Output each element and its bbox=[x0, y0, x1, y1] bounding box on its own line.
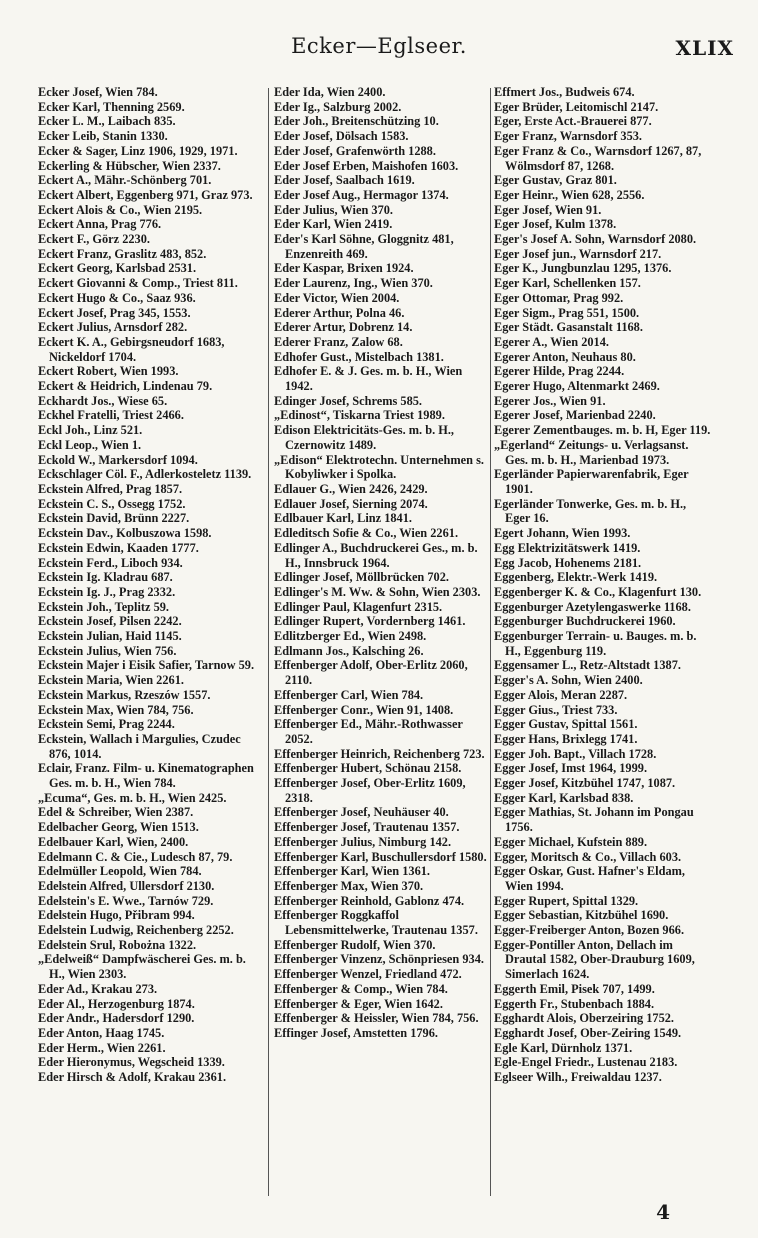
directory-entry: Eckstein Dav., Kolbuszowa 1598. bbox=[38, 526, 212, 541]
directory-entry: Eclair, Franz. Film- u. Kinematographen Ges. m. b. H., Wien 784. bbox=[38, 761, 254, 791]
directory-entry: Eder Julius, Wien 370. bbox=[274, 202, 394, 217]
directory-entry: Eckert Albert, Eggenberg 971, Graz 973. bbox=[38, 187, 253, 202]
directory-entry: Effenberger Ed., Mähr.-Rothwasser 2052. bbox=[274, 717, 463, 746]
directory-entry: Egerer Anton, Neuhaus 80. bbox=[494, 349, 636, 364]
directory-entry: Eckert Alois & Co., Wien 2195. bbox=[38, 202, 203, 217]
directory-entry: Effinger Josef, Amstetten 1796. bbox=[274, 1026, 438, 1040]
directory-entry: Effenberger Carl, Wien 784. bbox=[274, 687, 424, 702]
directory-entry: Eckstein David, Brünn 2227. bbox=[38, 511, 190, 526]
directory-entry: Eder Ad., Krakau 273. bbox=[38, 981, 158, 996]
directory-entry: Egerländer Papierwarenfabrik, Eger 1901. bbox=[494, 467, 689, 496]
directory-entry: Edinger Josef, Schrems 585. bbox=[274, 393, 423, 408]
directory-entry: Effenberger Adolf, Ober-Erlitz 2060, 2110. bbox=[274, 658, 468, 688]
directory-entry: Edlitzberger Ed., Wien 2498. bbox=[274, 629, 427, 644]
column-divider bbox=[268, 88, 269, 1196]
directory-entry: Egger Alois, Meran 2287. bbox=[494, 687, 628, 702]
directory-entry: Eckschlager Cöl. F., Adlerkosteletz 1139. bbox=[38, 467, 252, 482]
directory-entry: Eckert Franz, Graslitz 483, 852. bbox=[38, 246, 207, 261]
directory-entry: Edlinger's M. Ww. & Sohn, Wien 2303. bbox=[274, 584, 481, 599]
directory-entry: Eger Josef, Wien 91. bbox=[494, 202, 602, 217]
directory-entry: „Edison“ Elektrotechn. Unternehmen s. Kobyliwker i Spolka. bbox=[274, 452, 484, 482]
directory-entry: Eggenburger Azetylengaswerke 1168. bbox=[494, 599, 691, 614]
directory-entry: Edlinger Josef, Möllbrücken 702. bbox=[274, 570, 449, 585]
directory-entry: Eger Josef, Kulm 1378. bbox=[494, 217, 617, 232]
directory-entry: Eckstein C. S., Ossegg 1752. bbox=[38, 496, 186, 511]
directory-entry: Eckstein Joh., Teplitz 59. bbox=[38, 599, 170, 614]
directory-entry: Edhofer E. & J. Ges. m. b. H., Wien 1942. bbox=[274, 364, 463, 394]
directory-entry: Eckstein Ig. Kladrau 687. bbox=[38, 570, 173, 585]
directory-entry: Egg Jacob, Hohenems 2181. bbox=[494, 555, 642, 570]
directory-entry: Egger Sebastian, Kitzbühel 1690. bbox=[494, 908, 669, 923]
directory-entry: Egger Gius., Triest 733. bbox=[494, 702, 618, 717]
directory-entry: Edlauer G., Wien 2426, 2429. bbox=[274, 481, 428, 496]
directory-entry: Edelstein Srul, Robożna 1322. bbox=[38, 937, 197, 952]
directory-entry: Edlauer Josef, Sierning 2074. bbox=[274, 496, 428, 511]
directory-entry: Eckert & Heidrich, Lindenau 79. bbox=[38, 379, 213, 394]
directory-entry: Effenberger Wenzel, Friedland 472. bbox=[274, 967, 462, 982]
directory-entry: Ecker Karl, Thenning 2569. bbox=[38, 99, 185, 114]
directory-entry: Eckstein Josef, Pilsen 2242. bbox=[38, 614, 182, 629]
directory-entry: Eger Karl, Schellenken 157. bbox=[494, 276, 641, 291]
directory-entry: Eckert Robert, Wien 1993. bbox=[38, 364, 179, 379]
directory-entry: Eckstein Julius, Wien 756. bbox=[38, 643, 177, 658]
directory-entry: Eckert Josef, Prag 345, 1553. bbox=[38, 305, 191, 320]
directory-entry: Effenberger Josef, Neuhäuser 40. bbox=[274, 805, 449, 820]
directory-entry: Edelmann C. & Cie., Ludesch 87, 79. bbox=[38, 849, 233, 864]
directory-entry: Eckstein Semi, Prag 2244. bbox=[38, 717, 175, 732]
directory-entry: Effenberger Rudolf, Wien 370. bbox=[274, 937, 436, 952]
directory-entry: Edelstein Ludwig, Reichenberg 2252. bbox=[38, 923, 234, 938]
directory-entry: Effenberger Josef, Ober-Erlitz 1609, 2318. bbox=[274, 776, 466, 805]
directory-entry: Eckert A., Mähr.-Schönberg 701. bbox=[38, 173, 212, 188]
column-divider bbox=[490, 88, 491, 1196]
directory-entry: Eger Städt. Gasanstalt 1168. bbox=[494, 320, 643, 335]
directory-entry: Ecker & Sager, Linz 1906, 1929, 1971. bbox=[38, 143, 238, 158]
directory-entry: Eder Josef, Dölsach 1583. bbox=[274, 129, 409, 144]
directory-entry: Egger Mathias, St. Johann im Pongau 1756. bbox=[494, 805, 694, 835]
directory-entry: Effenberger & Heissler, Wien 784, 756. bbox=[274, 1011, 479, 1026]
directory-entry: Egger Michael, Kufstein 889. bbox=[494, 834, 648, 849]
directory-entry: Egerer Hilde, Prag 2244. bbox=[494, 364, 625, 379]
directory-entry: Effenberger Hubert, Schönau 2158. bbox=[274, 761, 462, 776]
directory-column-2 bbox=[274, 85, 489, 1041]
directory-entry: Effenberger Max, Wien 370. bbox=[274, 878, 424, 893]
directory-entry: Eckhel Fratelli, Triest 2466. bbox=[38, 408, 184, 423]
directory-entry: Eder Hieronymus, Wegscheid 1339. bbox=[38, 1055, 225, 1070]
directory-entry: Edhofer Gust., Mistelbach 1381. bbox=[274, 349, 444, 364]
directory-entry: Egert Johann, Wien 1993. bbox=[494, 526, 631, 541]
directory-column-1 bbox=[38, 85, 256, 1085]
directory-entry: Eger Gustav, Graz 801. bbox=[494, 173, 617, 188]
directory-entry: Eckert K. A., Gebirgsneudorf 1683, Nickeldorf 1704. bbox=[38, 334, 225, 364]
directory-entry: Egghardt Josef, Ober-Zeiring 1549. bbox=[494, 1026, 682, 1040]
directory-entry: Ederer Arthur, Polna 46. bbox=[274, 305, 405, 320]
directory-entry: Edelstein Hugo, Přibram 994. bbox=[38, 908, 195, 923]
directory-entry: Edlbauer Karl, Linz 1841. bbox=[274, 511, 412, 526]
directory-entry: Edlinger Rupert, Vordernberg 1461. bbox=[274, 614, 466, 629]
page-header bbox=[0, 26, 758, 66]
directory-entry: Eder Laurenz, Ing., Wien 370. bbox=[274, 276, 433, 291]
directory-entry: Effenberger & Comp., Wien 784. bbox=[274, 981, 448, 996]
directory-entry: Eckstein Alfred, Prag 1857. bbox=[38, 481, 183, 496]
directory-entry: Effenberger Josef, Trautenau 1357. bbox=[274, 820, 460, 835]
directory-entry: Egger Hans, Brixlegg 1741. bbox=[494, 731, 638, 746]
directory-entry: Egger Josef, Imst 1964, 1999. bbox=[494, 761, 648, 776]
directory-entry: Eckstein Markus, Rzeszów 1557. bbox=[38, 687, 211, 702]
directory-entry: Eglseer Wilh., Freiwaldau 1237. bbox=[494, 1070, 662, 1085]
directory-entry: „Edinost“, Tiskarna Triest 1989. bbox=[274, 408, 445, 423]
directory-entry: Edison Elektricitäts-Ges. m. b. H., Czernowitz 1489. bbox=[274, 423, 455, 452]
directory-entry: Eckl Joh., Linz 521. bbox=[38, 423, 143, 438]
directory-entry: Egger, Moritsch & Co., Villach 603. bbox=[494, 849, 682, 864]
directory-entry: Eckold W., Markersdorf 1094. bbox=[38, 452, 198, 467]
directory-entry: Eckhardt Jos., Wiese 65. bbox=[38, 393, 168, 408]
directory-entry: Egg Elektrizitätswerk 1419. bbox=[494, 540, 641, 555]
directory-entry: Edelstein's E. Wwe., Tarnów 729. bbox=[38, 893, 214, 908]
directory-entry: Edleditsch Sofie & Co., Wien 2261. bbox=[274, 526, 459, 541]
directory-entry: Ecker L. M., Laibach 835. bbox=[38, 114, 176, 129]
directory-entry: Egger Gustav, Spittal 1561. bbox=[494, 717, 638, 732]
directory-entry: Eder Josef Erben, Maishofen 1603. bbox=[274, 158, 459, 173]
directory-entry: Ecker Josef, Wien 784. bbox=[38, 85, 158, 99]
directory-entry: Eckstein, Wallach i Margulies, Czudec 876, 1014. bbox=[38, 731, 241, 761]
directory-entry: Eger Franz, Warnsdorf 353. bbox=[494, 129, 643, 144]
directory-entry: Eger Brüder, Leitomischl 2147. bbox=[494, 99, 659, 114]
directory-entry: Eder Karl, Wien 2419. bbox=[274, 217, 393, 232]
directory-entry: Egger Rupert, Spittal 1329. bbox=[494, 893, 639, 908]
directory-entry: Eger Josef jun., Warnsdorf 217. bbox=[494, 246, 662, 261]
directory-entry: Effmert Jos., Budweis 674. bbox=[494, 85, 635, 99]
directory-entry: Egerer A., Wien 2014. bbox=[494, 334, 609, 349]
directory-entry: Eckstein Ig. J., Prag 2332. bbox=[38, 584, 176, 599]
directory-entry: Egger Karl, Karlsbad 838. bbox=[494, 790, 634, 805]
directory-entry: Edelmüller Leopold, Wien 784. bbox=[38, 864, 202, 879]
directory-entry: Eder Joh., Breitenschützing 10. bbox=[274, 114, 439, 129]
directory-entry: Eder Kaspar, Brixen 1924. bbox=[274, 261, 414, 276]
directory-entry: Eder Victor, Wien 2004. bbox=[274, 290, 400, 305]
directory-entry: Eger Ottomar, Prag 992. bbox=[494, 290, 624, 305]
directory-entry: Eder Josef, Grafenwörth 1288. bbox=[274, 143, 436, 158]
directory-entry: Eder Andr., Hadersdorf 1290. bbox=[38, 1011, 195, 1026]
directory-entry: Egger Joh. Bapt., Villach 1728. bbox=[494, 746, 657, 761]
directory-entry: Eder Ida, Wien 2400. bbox=[274, 85, 386, 99]
directory-entry: Egger Josef, Kitzbühel 1747, 1087. bbox=[494, 776, 676, 791]
directory-entry: Effenberger Karl, Wien 1361. bbox=[274, 864, 430, 879]
directory-entry: Ederer Artur, Dobrenz 14. bbox=[274, 320, 413, 335]
directory-entry: Egger's A. Sohn, Wien 2400. bbox=[494, 673, 643, 688]
directory-entry: Eggenburger Buchdruckerei 1960. bbox=[494, 614, 676, 629]
signature-mark: 4 bbox=[656, 1200, 670, 1224]
directory-entry: Eckstein Ferd., Liboch 934. bbox=[38, 555, 183, 570]
directory-entry: Eger's Josef A. Sohn, Warnsdorf 2080. bbox=[494, 232, 697, 247]
directory-entry: Eckl Leop., Wien 1. bbox=[38, 437, 142, 452]
directory-entry: Effenberger Conr., Wien 91, 1408. bbox=[274, 702, 454, 717]
directory-entry: Egghardt Alois, Oberzeiring 1752. bbox=[494, 1011, 675, 1026]
directory-entry: Edel & Schreiber, Wien 2387. bbox=[38, 805, 194, 820]
directory-entry: Eder Anton, Haag 1745. bbox=[38, 1026, 165, 1040]
directory-entry: Egerer Zementbauges. m. b. H, Eger 119. bbox=[494, 423, 711, 438]
directory-entry: Eckert Georg, Karlsbad 2531. bbox=[38, 261, 197, 276]
directory-entry: Eger Sigm., Prag 551, 1500. bbox=[494, 305, 640, 320]
directory-entry: Eckert F., Görz 2230. bbox=[38, 232, 150, 247]
directory-entry: Eder Al., Herzogenburg 1874. bbox=[38, 996, 195, 1011]
directory-entry: Edlinger Paul, Klagenfurt 2315. bbox=[274, 599, 443, 614]
directory-entry: Eggenberger K. & Co., Klagenfurt 130. bbox=[494, 584, 702, 599]
directory-entry: Eckert Hugo & Co., Saaz 936. bbox=[38, 290, 196, 305]
directory-entry: Effenberger Reinhold, Gablonz 474. bbox=[274, 893, 465, 908]
directory-entry: Effenberger Vinzenz, Schönpriesen 934. bbox=[274, 952, 484, 967]
directory-entry: Ederer Franz, Zalow 68. bbox=[274, 334, 403, 349]
directory-entry: Edlinger A., Buchdruckerei Ges., m. b. H., Innsbruck 1964. bbox=[274, 540, 478, 570]
directory-entry: Eckert Julius, Arnsdorf 282. bbox=[38, 320, 188, 335]
directory-entry: Edelbacher Georg, Wien 1513. bbox=[38, 820, 199, 835]
directory-entry: Eggerth Emil, Pisek 707, 1499. bbox=[494, 981, 655, 996]
directory-entry: Effenberger & Eger, Wien 1642. bbox=[274, 996, 443, 1011]
directory-entry: Eger, Erste Act.-Brauerei 877. bbox=[494, 114, 652, 129]
directory-entry: Eckstein Julian, Haid 1145. bbox=[38, 629, 182, 644]
directory-entry: Eder Ig., Salzburg 2002. bbox=[274, 99, 402, 114]
directory-entry: Eder Herm., Wien 2261. bbox=[38, 1040, 166, 1055]
directory-entry: „Ecuma“, Ges. m. b. H., Wien 2425. bbox=[38, 790, 227, 805]
directory-entry: Eggensamer L., Retz-Altstadt 1387. bbox=[494, 658, 681, 673]
directory-entry: Eckstein Majer i Eisik Safier, Tarnow 59. bbox=[38, 658, 255, 673]
directory-entry: Eger Franz & Co., Warnsdorf 1267, 87, Wölmsdorf 87, 1268. bbox=[494, 143, 702, 173]
directory-entry: „Edelweiß“ Dampfwäscherei Ges. m. b. H., Wien 2303. bbox=[38, 952, 246, 982]
directory-entry: Effenberger Karl, Buschullersdorf 1580. bbox=[274, 849, 487, 864]
directory-entry: Effenberger Heinrich, Reichenberg 723. bbox=[274, 746, 485, 761]
directory-entry: Edlmann Jos., Kalsching 26. bbox=[274, 643, 424, 658]
directory-entry: Eckerling & Hübscher, Wien 2337. bbox=[38, 158, 221, 173]
directory-entry: Eckert Anna, Prag 776. bbox=[38, 217, 162, 232]
directory-entry: Eckstein Edwin, Kaaden 1777. bbox=[38, 540, 199, 555]
directory-entry: Eggenburger Terrain- u. Bauges. m. b. H., Eggenburg 119. bbox=[494, 629, 697, 658]
directory-entry: Egger-Pontiller Anton, Dellach im Drautal 1582, Ober-Drauburg 1609, Simerlach 1624. bbox=[494, 937, 695, 982]
directory-entry: Eckert Giovanni & Comp., Triest 811. bbox=[38, 276, 238, 291]
directory-entry: Egle-Engel Friedr., Lustenau 2183. bbox=[494, 1055, 678, 1070]
directory-entry: Egger Oskar, Gust. Hafner's Eldam, Wien 1994. bbox=[494, 864, 686, 893]
directory-entry: „Egerland“ Zeitungs- u. Verlagsanst. Ges. m. b. H., Marienbad 1973. bbox=[494, 437, 689, 467]
directory-entry: Eggenberg, Elektr.-Werk 1419. bbox=[494, 570, 658, 585]
directory-entry: Eder Josef, Saalbach 1619. bbox=[274, 173, 415, 188]
page-numeral: XLIX bbox=[675, 36, 734, 60]
directory-entry: Egerer Hugo, Altenmarkt 2469. bbox=[494, 379, 660, 394]
directory-column-3 bbox=[494, 85, 712, 1085]
directory-entry: Edelstein Alfred, Ullersdorf 2130. bbox=[38, 878, 215, 893]
directory-entry: Egger-Freiberger Anton, Bozen 966. bbox=[494, 923, 685, 938]
directory-entry: Eger Heinr., Wien 628, 2556. bbox=[494, 187, 645, 202]
directory-entry: Eckstein Max, Wien 784, 756. bbox=[38, 702, 194, 717]
directory-entry: Ecker Leib, Stanin 1330. bbox=[38, 129, 168, 144]
directory-entry: Eckstein Maria, Wien 2261. bbox=[38, 673, 184, 688]
directory-entry: Eder Hirsch & Adolf, Krakau 2361. bbox=[38, 1070, 227, 1085]
directory-entry: Effenberger Roggkaffol Lebensmittelwerke, Trautenau 1357. bbox=[274, 908, 478, 938]
directory-entry: Eder's Karl Söhne, Gloggnitz 481, Enzenreith 469. bbox=[274, 232, 454, 261]
directory-entry: Edelbauer Karl, Wien, 2400. bbox=[38, 834, 189, 849]
directory-entry: Egerer Jos., Wien 91. bbox=[494, 393, 606, 408]
directory-entry: Egle Karl, Dürnholz 1371. bbox=[494, 1040, 633, 1055]
directory-entry: Eggerth Fr., Stubenbach 1884. bbox=[494, 996, 655, 1011]
directory-entry: Eder Josef Aug., Hermagor 1374. bbox=[274, 187, 449, 202]
directory-entry: Egerländer Tonwerke, Ges. m. b. H., Eger 16. bbox=[494, 496, 687, 526]
page-title: Ecker—Eglseer. bbox=[291, 34, 467, 58]
directory-entry: Egerer Josef, Marienbad 2240. bbox=[494, 408, 656, 423]
directory-entry: Eger K., Jungbunzlau 1295, 1376. bbox=[494, 261, 672, 276]
directory-entry: Effenberger Julius, Nimburg 142. bbox=[274, 834, 452, 849]
